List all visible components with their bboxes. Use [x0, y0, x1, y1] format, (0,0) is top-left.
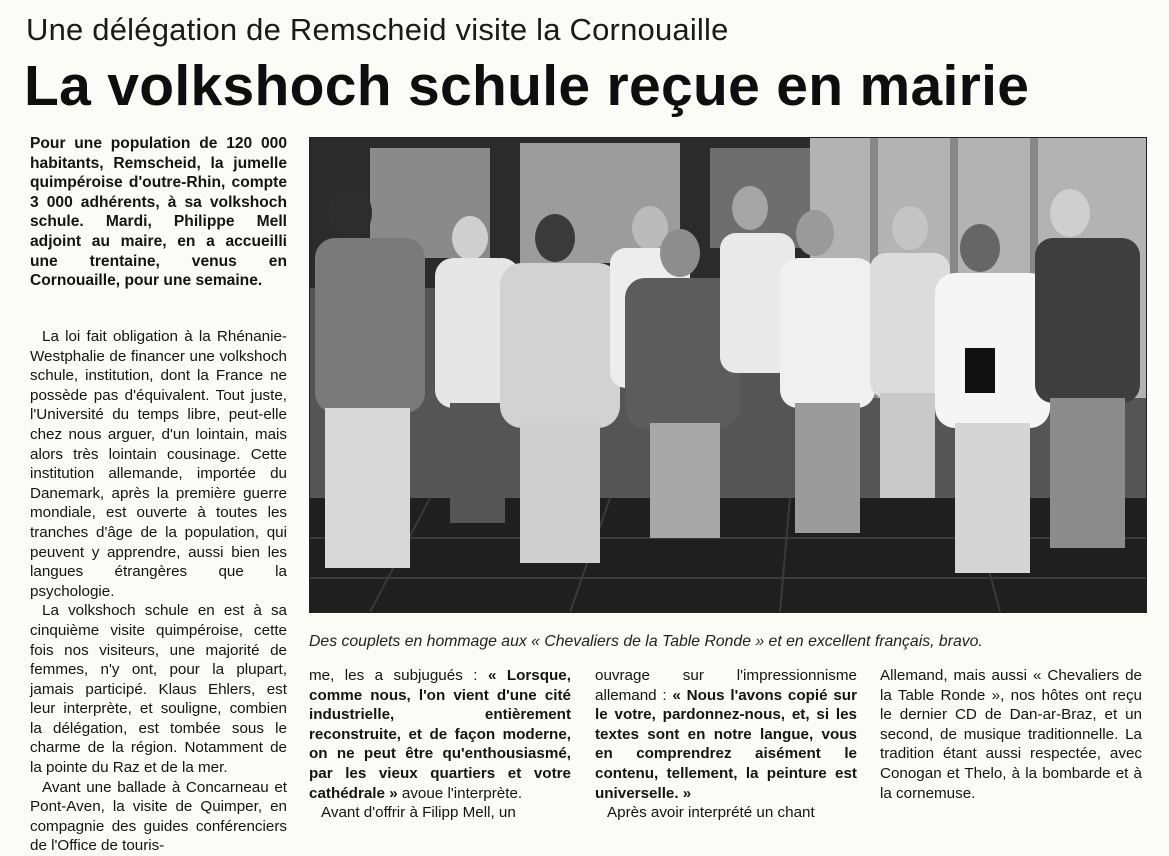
column-4-paragraph-1: Allemand, mais aussi « Chevaliers de la Table Ronde », nos hôtes ont reçu le dernier CD de Dan-ar-Braz, et un second, de musique traditionnelle. La tradition étant aussi respectée, avec Conogan et Thelo, à la bombarde et à la cornemuse. — [880, 667, 1142, 802]
interpreter-quote: « Lorsque, comme nous, l'on vient d'une cité industrielle, entièrement reconstruite, et de façon moderne, on ne peut être qu'enthousiasmé, par les vieux quartiers et votre cathédrale » — [309, 667, 571, 802]
article-lead: Pour une population de 120 000 habitants, Remscheid, la jumelle quimpéroise d'outre-Rhin, compte 3 000 adhérents, à sa volkshoch schule. Mardi, Philippe Mell adjoint au maire, en a accueilli une trentaine, venus en Cornouaille, pour une semaine. — [30, 135, 287, 290]
column-3-text: ouvrage sur l'impressionnisme allemand : — [595, 667, 857, 704]
column-1-paragraph-3: Avant une ballade à Concarneau et Pont-Aven, la visite de Quimper, en compagnie des guides conférenciers de l'Office de touris- — [30, 778, 287, 855]
article-column-1 — [30, 327, 287, 856]
column-2-text: me, les a subjugués : — [309, 667, 488, 684]
book-quote: « Nous l'avons copié sur le votre, pardonnez-nous, et, si les textes sont en notre langue, vous en comprendrez aisément le contenu, tellement, la peinture est universelle. » — [595, 686, 857, 802]
column-2-paragraph-1 — [309, 666, 571, 803]
photo-illustration — [310, 138, 1146, 612]
article-column-4 — [880, 666, 1142, 803]
article-column-3 — [595, 666, 857, 823]
article-column-2 — [309, 666, 571, 823]
column-3-paragraph-1 — [595, 666, 857, 803]
article-kicker: Une délégation de Remscheid visite la Cornouaille — [26, 12, 729, 47]
column-1-paragraph-1: La loi fait obligation à la Rhénanie-Westphalie de financer une volkshoch schule, institution, dont la France ne possède pas d'équivalent. Tout juste, l'Université du temps libre, peut-elle chez nous arguer, d'un lointain, mais alors très lointain cousinage. Cette institution allemande, importée du Danemark, après la première guerre mondiale, est ouverte à toutes les tranches d'âge de la population, qui peuvent y apprendre, aussi bien les langues étrangères que la psychologie. — [30, 328, 287, 600]
column-1-paragraph-2: La volkshoch schule en est à sa cinquième visite quimpéroise, cette fois nos visiteurs, une majorité de femmes, n'y ont, pour la plupart, jamais participé. Klaus Ehlers, est leur interprète, et souligne, combien la délégation, est tombée sous le charme de la région. Notamment de la pointe du Raz et de la mer. — [30, 602, 287, 777]
column-2-text-end: avoue l'interprète. — [397, 784, 523, 802]
column-3-paragraph-2: Après avoir interprété un chant — [607, 804, 815, 822]
column-2-paragraph-2: Avant d'offrir à Filipp Mell, un — [321, 804, 516, 822]
photo-caption: Des couplets en hommage aux « Chevaliers de la Table Ronde » et en excellent français, bravo. — [309, 633, 983, 650]
group-photo — [309, 137, 1147, 613]
article-headline: La volkshoch schule reçue en mairie — [24, 54, 1030, 118]
